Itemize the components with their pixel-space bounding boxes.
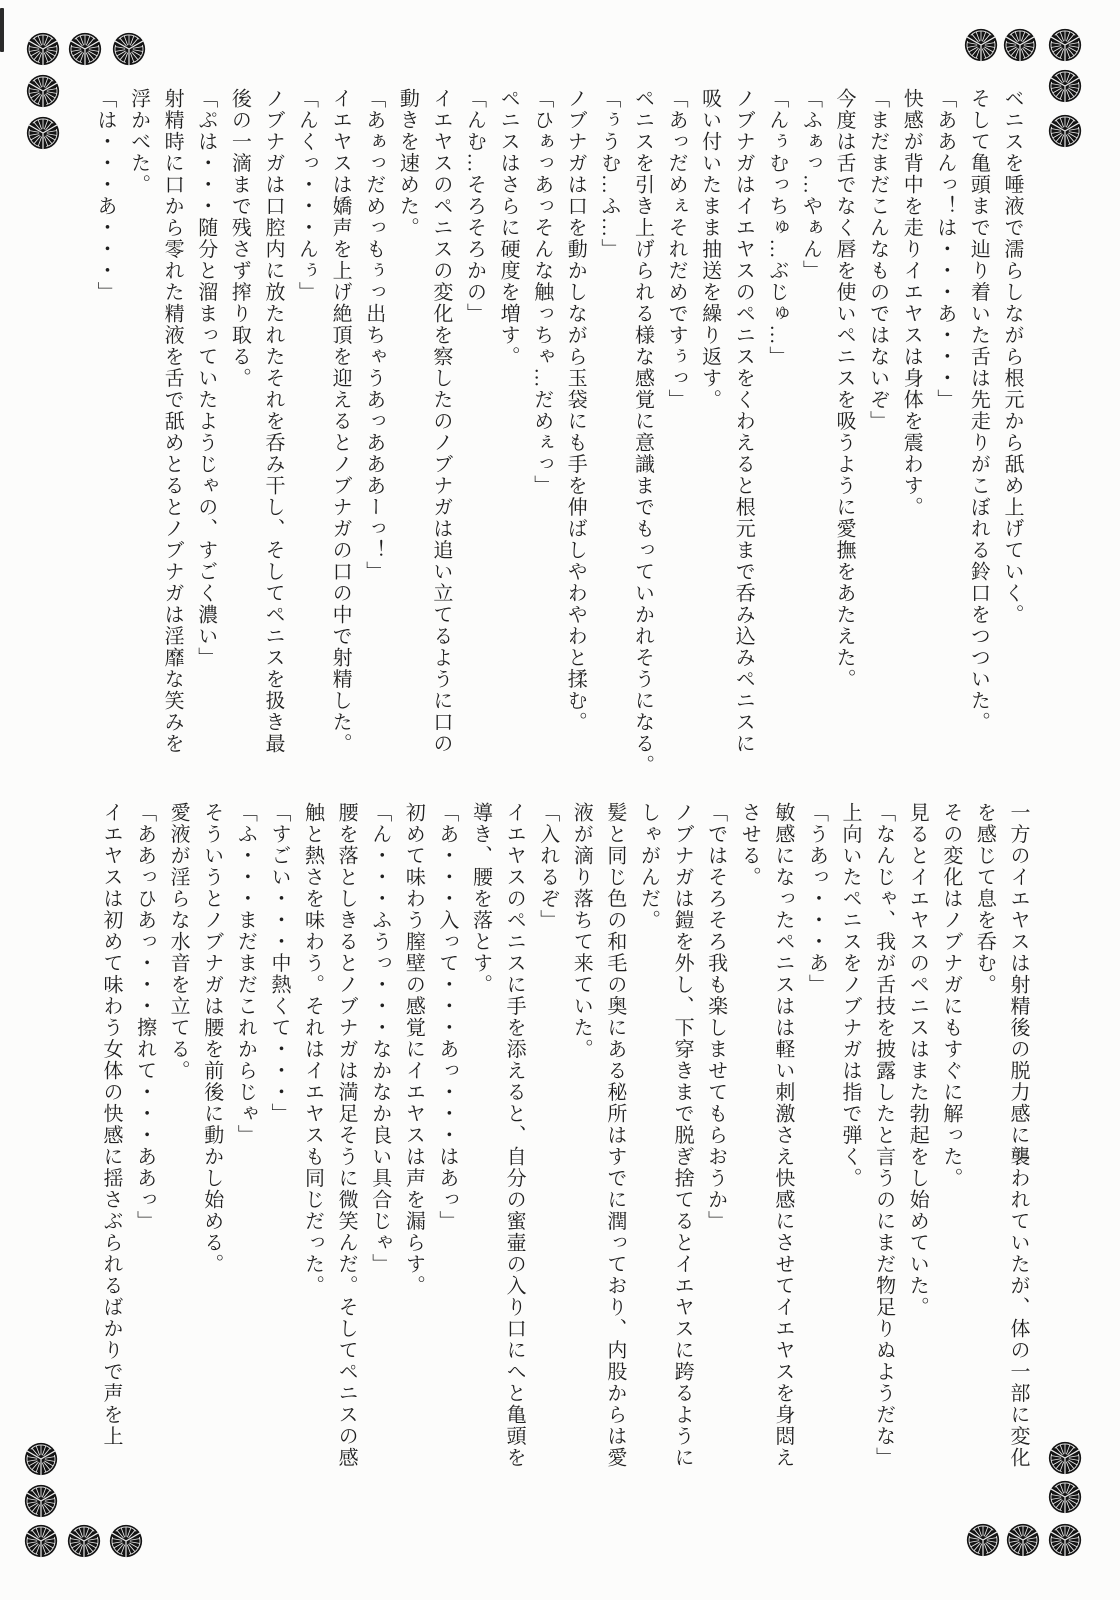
text-line: 導き、腰を落とす。: [469, 802, 492, 996]
aoi-crest-icon: [68, 32, 102, 66]
text-line: 敏感になったペニスはは軽い刺激さえ快感にさせてイエヤスを身悶え: [771, 802, 794, 1469]
text-line: 「ふ・・・まだまだこれからじゃ」: [234, 802, 257, 1146]
text-line: 今度は舌でなく唇を使いペニスを吸うように愛撫をあたえた。: [833, 88, 856, 690]
aoi-crest-icon: [1006, 1523, 1040, 1557]
aoi-crest-icon: [26, 116, 60, 150]
text-line: イエヤスは嬌声を上げ絶頂を迎えるとノブナガの口の中で射精した。: [329, 88, 352, 755]
text-line: を感じて息を呑む。: [973, 802, 996, 996]
text-line: 見るとイエヤスのペニスはまた勃起をし始めていた。: [906, 802, 929, 1318]
text-line: 「ひぁっあっそんな触っちゃ…だめぇっ」: [530, 88, 553, 497]
aoi-crest-icon: [26, 74, 60, 108]
text-line: そういうとノブナガは腰を前後に動かし始める。: [200, 802, 223, 1275]
text-line: ペニスを引き上げられる様な感覚に意識までもっていかれそうになる。: [631, 88, 654, 776]
text-line: 「うあっ・・・あ」: [805, 802, 828, 996]
text-line: 浮かべた。: [127, 88, 150, 196]
aoi-crest-icon: [109, 1524, 143, 1558]
scan-artifact: [0, 8, 4, 52]
text-line: 初めて味わう膣壁の感覚にイエヤスは声を漏らす。: [402, 802, 425, 1297]
text-line: イエヤスは初めて味わう女体の快感に揺さぶられるばかりで声を上: [99, 802, 122, 1447]
text-line: 「あぁっだめっもぅっ出ちゃうあっあああーっ！」: [362, 88, 385, 583]
text-line: 液が滴り落ちて来ていた。: [570, 802, 593, 1060]
aoi-crest-icon: [1048, 28, 1082, 62]
text-line: 「んむ…そろそろかの」: [463, 88, 486, 325]
text-line: 「ふぁっ…やぁん」: [799, 88, 822, 282]
text-line: ペニスはさらに硬度を増す。: [497, 88, 520, 368]
aoi-crest-icon: [1048, 69, 1082, 103]
aoi-crest-icon: [1048, 1441, 1082, 1475]
aoi-crest-icon: [1003, 28, 1037, 62]
text-block-bottom: [93, 802, 1034, 1502]
text-line: 「あっだめぇそれだめですぅっ」: [665, 88, 688, 411]
text-line: 「ああんっ！は・・・あ・・・」: [933, 88, 956, 411]
text-line: 快感が背中を走りイエヤスは身体を震わす。: [900, 88, 923, 518]
text-line: しゃがんだ。: [637, 802, 660, 931]
text-line: イエヤスのペニスの変化を察したのノブナガは追い立てるように口の: [429, 88, 452, 755]
text-line: そして亀頭まで辿り着いた舌は先走りがこぼれる鈴口をつついた。: [967, 88, 990, 733]
text-line: させる。: [738, 802, 761, 888]
aoi-crest-icon: [24, 1442, 58, 1476]
text-line: 動きを速めた。: [396, 88, 419, 239]
text-line: 髪と同じ色の和毛の奥にある秘所はすでに潤っており、内股からは愛: [603, 802, 626, 1469]
text-line: 愛液が淫らな水音を立てる。: [167, 802, 190, 1082]
text-line: 触と熱さを味わう。それはイエヤスも同じだった。: [301, 802, 324, 1297]
aoi-crest-icon: [1048, 1480, 1082, 1514]
aoi-crest-icon: [67, 1524, 101, 1558]
text-line: 「ぷは・・・随分と溜まっていたようじゃの、すごく濃い」: [194, 88, 217, 669]
text-line: ノブナガは鎧を外し、下穿きまで脱ぎ捨てるとイエヤスに跨るように: [671, 802, 694, 1469]
text-line: 「まだまだこんなものではないぞ」: [866, 88, 889, 432]
text-line: ノブナガは口腔内に放たれたそれを呑み干し、そしてペニスを扱き最: [261, 88, 284, 755]
text-line: 「んくっ・・・んぅ」: [295, 88, 318, 303]
text-line: 「ではそろそろ我も楽しませてもらおうか」: [704, 802, 727, 1232]
text-line: 一方のイエヤスは射精後の脱力感に襲われていたが、体の一部に変化: [1007, 802, 1029, 1469]
text-line: 「ああっひあっ・・・擦れて・・・ああっ」: [133, 802, 156, 1232]
aoi-crest-icon: [1048, 1523, 1082, 1557]
aoi-crest-icon: [26, 32, 60, 66]
aoi-crest-icon: [966, 1523, 1000, 1557]
text-line: ノブナガは口を動かしながら玉袋にも手を伸ばしやわやわと揉む。: [564, 88, 587, 733]
text-line: 腰を落としきるとノブナガは満足そうに微笑んだ。そしてペニスの感: [335, 802, 358, 1469]
text-line: その変化はノブナガにもすぐに解った。: [939, 802, 962, 1189]
aoi-crest-icon: [24, 1484, 58, 1518]
text-line: 「ぅうむ…ふ…」: [597, 88, 620, 260]
text-line: 後の一滴まで残さず搾り取る。: [228, 88, 251, 389]
text-line: 「んぅむっちゅ…ぶじゅ…」: [765, 88, 788, 368]
text-line: 射精時に口から零れた精液を舌で舐めとるとノブナガは淫靡な笑みを: [161, 88, 184, 755]
text-line: 「あ・・・入って・・・あっ・・・はあっ」: [435, 802, 458, 1232]
aoi-crest-icon: [112, 32, 146, 66]
text-line: 「すごい・・・中熱くて・・・」: [267, 802, 290, 1125]
text-line: ノブナガはイエヤスのペニスをくわえると根元まで呑み込みペニスに: [732, 88, 755, 755]
aoi-crest-icon: [24, 1524, 58, 1558]
text-block-top: [87, 88, 1028, 800]
text-line: 「なんじゃ、我が舌技を披露したと言うのにまだ物足りぬようだな」: [872, 802, 895, 1469]
text-line: 吸い付いたまま抽送を繰り返す。: [698, 88, 721, 411]
text-line: ベニスを唾液で濡らしながら根元から舐め上げていく。: [1001, 88, 1023, 626]
aoi-crest-icon: [1048, 114, 1082, 148]
text-line: 「は・・・あ・・・」: [93, 88, 116, 303]
text-line: イエヤスのペニスに手を添えると、自分の蜜壷の入り口にへと亀頭を: [503, 802, 526, 1469]
text-line: 上向いたペニスをノブナガは指で弾く。: [839, 802, 862, 1189]
aoi-crest-icon: [964, 28, 998, 62]
text-line: 「入れるぞ」: [536, 802, 559, 931]
text-line: 「ん・・・ふうっ・・・なかなか良い具合じゃ」: [368, 802, 391, 1275]
